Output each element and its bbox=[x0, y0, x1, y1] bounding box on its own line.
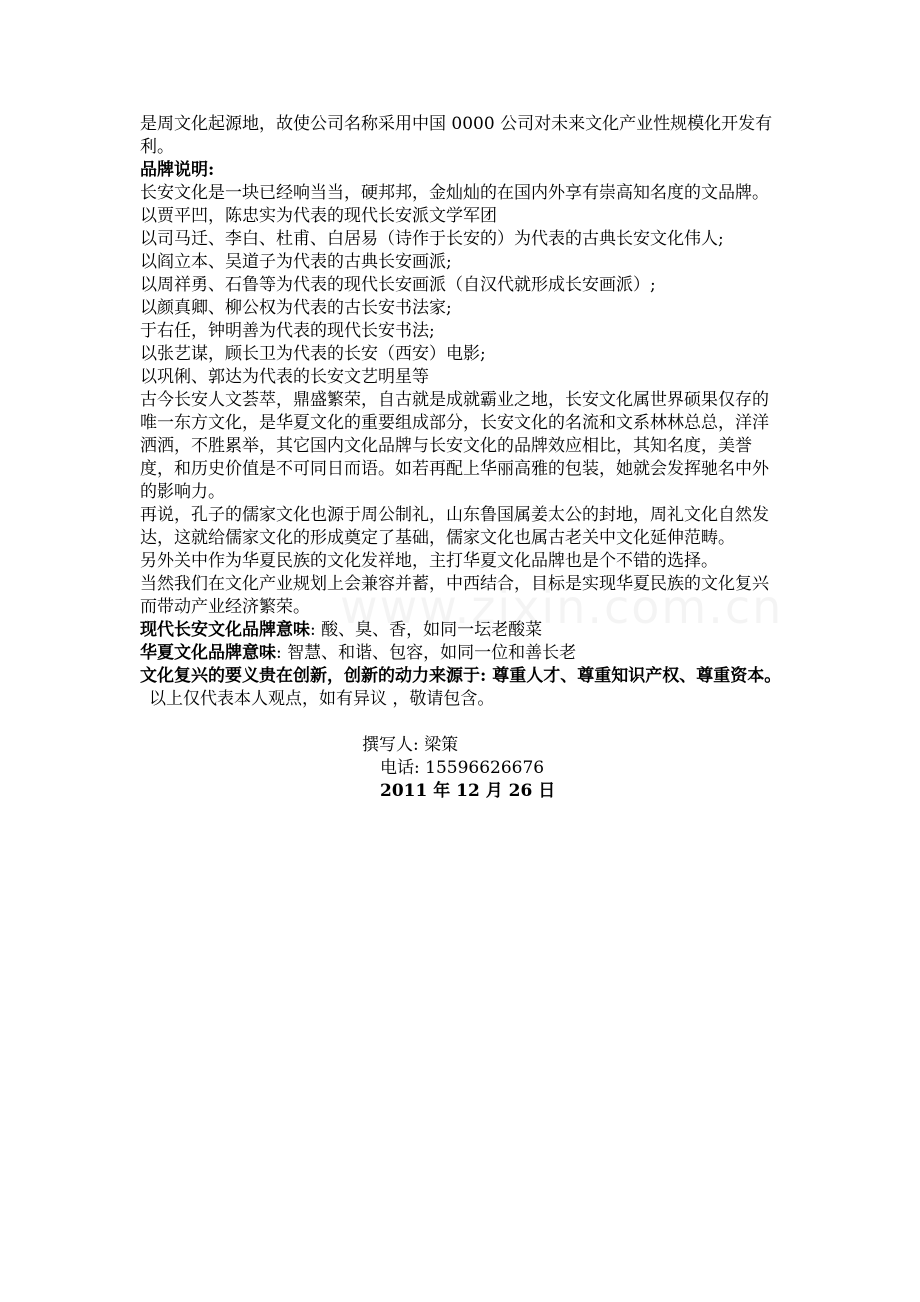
list-item: 以司马迁、李白、杜甫、白居易（诗作于长安的）为代表的古典长安文化伟人; bbox=[140, 229, 724, 249]
brand-paragraph: 长安文化是一块已经响当当，硬邦邦，金灿灿的在国内外享有崇高知名度的文品牌。 bbox=[140, 183, 769, 203]
list-item: 以周祥勇、石鲁等为代表的现代长安画派（自汉代就形成长安画派）; bbox=[140, 275, 656, 295]
confucian-paragraph: 再说，孔子的儒家文化也源于周公制礼，山东鲁国属姜太公的封地，周礼文化自然发达，这就给儒家文化的形成奠定了基础，儒家文化也属古老关中文化延伸范畴。 bbox=[140, 505, 769, 548]
watermark bbox=[340, 580, 783, 634]
list-item: 以张艺谋，顾长卫为代表的长安（西安）电影; bbox=[140, 344, 486, 364]
brand-heading: 品牌说明: bbox=[140, 160, 215, 180]
list-item: 以阎立本、吴道子为代表的古典长安画派; bbox=[140, 252, 452, 272]
taste-modern-text: : 酸、臭、香，如同一坛老酸菜 bbox=[310, 620, 543, 640]
list-item: 于右任，钟明善为代表的现代长安书法; bbox=[140, 321, 435, 341]
plan-paragraph: 当然我们在文化产业规划上会兼容并蓄，中西结合，目标是实现华夏民族的文化复兴而带动产业经济繁荣。 bbox=[140, 574, 769, 617]
intro-paragraph: 是周文化起源地，故使公司名称采用中国 0000 公司对未来文化产业性规模化开发有利。 bbox=[140, 114, 773, 157]
taste-huaxia-text: : 智慧、和谐、包容，如同一位和善长老 bbox=[276, 643, 577, 663]
list-item: 以巩俐、郭达为代表的长安文艺明星等 bbox=[140, 367, 429, 387]
signature-block bbox=[140, 734, 785, 803]
taste-huaxia-label: 华夏文化品牌意味 bbox=[140, 643, 276, 663]
disclaimer: 以上仅代表本人观点，如有异议 ，敬请包含。 bbox=[149, 689, 495, 709]
history-paragraph: 古今长安人文荟萃，鼎盛繁荣，自古就是成就霸业之地，长安文化属世界硕果仅存的唯一东方文化，是华夏文化的重要组成部分，长安文化的名流和文系林林总总，洋洋洒洒，不胜累举，其它国内文化品牌与长安文化的品牌效应相比，其知名度，美誉度，和历史价值是不可同日而语。如若再配上华丽高雅的包装，她就会发挥驰名中外的影响力。 bbox=[140, 390, 769, 502]
taste-modern-label: 现代长安文化品牌意味 bbox=[140, 620, 310, 640]
signature-phone: 电话: 15596626676 bbox=[380, 758, 545, 778]
revival-statement: 文化复兴的要义贵在创新，创新的动力来源于: 尊重人才、尊重知识产权、尊重资本。 bbox=[140, 666, 782, 686]
list-item: 以颜真卿、柳公权为代表的古长安书法家; bbox=[140, 298, 452, 318]
signature-date: 2011 年 12 月 26 日 bbox=[380, 781, 556, 801]
document-body bbox=[140, 113, 785, 803]
list-item: 以贾平凹，陈忠实为代表的现代长安派文学军团 bbox=[140, 206, 497, 226]
taste-huaxia bbox=[140, 642, 785, 665]
signature-author: 撰写人: 梁策 bbox=[362, 735, 459, 755]
guanzhong-paragraph: 另外关中作为华夏民族的文化发祥地，主打华夏文化品牌也是个不错的选择。 bbox=[140, 551, 718, 571]
